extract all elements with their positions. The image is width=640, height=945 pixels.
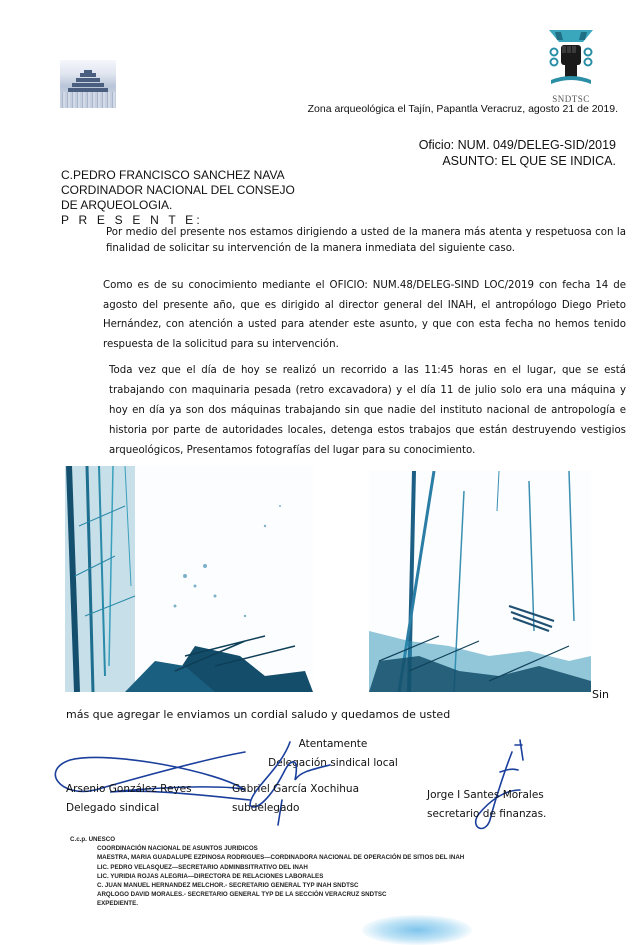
signatory-3-name: Jorge I Santes Morales — [427, 789, 544, 801]
tajin-pyramid-logo — [60, 60, 116, 108]
addressee-block — [61, 168, 295, 228]
signatory-2-role: subdelegado — [232, 802, 300, 814]
sndtsc-logo-text: SNDTSC — [552, 94, 590, 104]
presente-salutation: P R E S E N T E: — [61, 213, 203, 227]
grass-texture — [60, 92, 116, 108]
signatory-3 — [427, 786, 546, 824]
site-photo-1 — [65, 466, 313, 692]
atentamente-label: Atentamente — [298, 738, 368, 750]
signatory-1-name: Arsenio González Reyes — [66, 783, 192, 795]
place-and-date: Zona arqueológica el Tajín, Papantla Veracruz, agosto 21 de 2019. — [307, 103, 618, 115]
addressee-title-line2: DE ARQUEOLOGIA. — [61, 198, 173, 212]
pyramid-shape — [68, 70, 108, 92]
addressee-name: C.PEDRO FRANCISCO SANCHEZ NAVA — [61, 168, 285, 182]
paragraph-1-text: Por medio del presente nos estamos dirigiendo a usted de la manera más atenta y respetuosa con la finalidad de solicitar su intervención de la manera inmediata del siguiente caso. — [106, 227, 626, 254]
photo-trees-machinery-image — [369, 471, 591, 692]
signatory-2 — [232, 780, 359, 818]
closing-line: más que agregar le enviamos un cordial saludo y quedamos de usted — [66, 708, 451, 721]
ccp-item: LIC. PEDRO VELASQUEZ—SECRETARIO ADMINBSITRATIVO DEL INAH — [97, 863, 308, 871]
ccp-item: MAESTRA, MARIA GUADALUPE EZPINOSA RODRIGUES—CORDINADORA NACIONAL DE OPERACIÓN DE SITIOS DEL INAH — [97, 854, 465, 862]
asunto-line: ASUNTO: EL QUE SE INDICA. — [442, 154, 616, 168]
ccp-item: ARQLOGO DAVID MORALES.- SECRETARIO GENERAL TYP DE LA SECCIÓN VERACRUZ SNDTSC — [97, 891, 387, 899]
ccp-item: COORDINACIÓN NACIONAL DE ASUNTOS JURIDICOS — [97, 845, 258, 853]
site-photo-2 — [369, 471, 591, 692]
body-paragraph-3 — [61, 361, 626, 461]
paragraph-2-text: Como es de su conocimiento mediante el OFICIO: NUM.48/DELEG-SIND LOC/2019 con fecha 14 de agosto del presente año, que es dirigido al director general del INAH, el antropólogo Diego Prieto Hernández, con atención a usted para atender este asunto, y que con esta fecha no hemos tenido respuesta de la solicitud para su intervención. — [103, 280, 626, 350]
ccp-list — [70, 844, 464, 908]
signatory-1-role: Delegado sindical — [66, 802, 160, 814]
body-paragraph-2 — [61, 276, 626, 354]
signatory-3-role: secretario de finanzas. — [427, 808, 547, 820]
signatory-2-name: Gabriel García Xochihua — [232, 783, 360, 795]
reference-block — [419, 137, 616, 169]
oficio-number: Oficio: NUM. 049/DELEG-SID/2019 — [418, 138, 616, 152]
ccp-item: LIC. YURIDIA ROJAS ALEGRIA—DIRECTORA DE RELACIONES LABORALES — [97, 872, 324, 880]
ccp-item: C. JUAN MANUEL HERNANDEZ MELCHOR.- SECRETARIO GENERAL TYP INAH SNDTSC — [97, 882, 359, 890]
delegacion-label: Delegación sindical local — [268, 757, 398, 769]
body-paragraph-1 — [61, 225, 626, 256]
raised-fist-icon — [543, 28, 599, 92]
closing-sin: Sin — [592, 688, 610, 701]
ccp-item: EXPEDIENTE. — [97, 900, 138, 908]
photo-trees-debris-image — [65, 466, 313, 692]
atentamente-block — [268, 735, 398, 773]
paragraph-3-text: Toda vez que el día de hoy se realizó un recorrido a las 11:45 horas en el lugar, que se está trabajando con maquinaria pesada (retro excavadora) y el día 11 de julio solo era una máquina y hoy en día ya son dos máquinas trabajando sin que nadie del instituto nacional de antropología e historia por parte de autoridades locales, detenga estos trabajos que están destruyendo vestigios arqueológicos, Presentamos fotografías del lugar para su conocimiento. — [109, 365, 626, 456]
signatory-1 — [66, 780, 192, 818]
addressee-title-line1: CORDINADOR NACIONAL DEL CONSEJO — [61, 183, 295, 197]
ccp-label: C.c.p. UNESCO — [70, 836, 116, 843]
ccp-block — [70, 835, 464, 909]
ink-stamp-stain — [362, 915, 472, 945]
sndtsc-logo — [543, 28, 599, 104]
